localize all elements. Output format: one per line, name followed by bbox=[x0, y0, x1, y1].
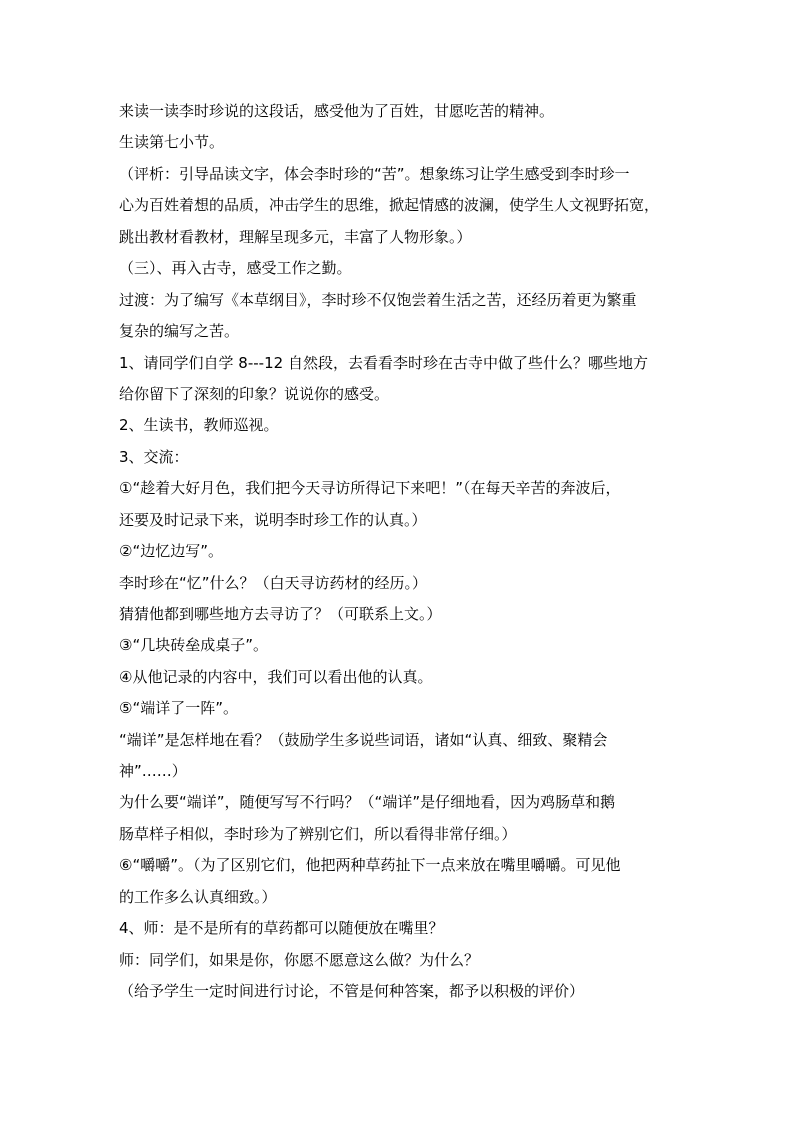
text-line: ③“几块砖垒成桌子”。 bbox=[119, 636, 268, 654]
text-line: 神”……） bbox=[119, 762, 187, 780]
text-line: 猜猜他都到哪些地方去寻访了？（可联系上文。） bbox=[119, 605, 442, 623]
text-line: ⑥“嚼嚼”。（为了区别它们，他把两种草药扯下一点来放在嘴里嚼嚼。可见他 bbox=[119, 856, 621, 874]
text-line: 复杂的编写之苦。 bbox=[119, 322, 240, 340]
text-line: 跳出教材看教材，理解呈现多元，丰富了人物形象。） bbox=[119, 228, 472, 246]
text-line: 给你留下了深刻的印象？说说你的感受。 bbox=[119, 385, 390, 403]
text-line: 生读第七小节。 bbox=[119, 133, 225, 151]
text-line: 3、交流： bbox=[119, 448, 189, 466]
text-line: 还要及时记录下来，说明李时珍工作的认真。） bbox=[119, 511, 427, 529]
text-line: 来读一读李时珍说的这段话，感受他为了百姓，甘愿吃苦的精神。 bbox=[119, 102, 555, 120]
text-line: 1、请同学们自学 8---12 自然段，去看看李时珍在古寺中做了些什么？哪些地方 bbox=[119, 354, 648, 372]
text-line: 李时珍在“忆”什么？（白天寻访药材的经历。） bbox=[119, 574, 428, 592]
section-heading: （三）、再入古寺，感受工作之勤。 bbox=[119, 259, 352, 277]
text-line: ②“边忆边写”。 bbox=[119, 542, 223, 560]
text-line: ④从他记录的内容中，我们可以看出他的认真。 bbox=[119, 668, 433, 686]
text-line: 为什么要“端详”，随便写写不行吗？（“端详”是仔细地看，因为鸡肠草和鹅 bbox=[119, 793, 616, 811]
text-line: 心为百姓着想的品质，冲击学生的思维，掀起情感的波澜，使学生人文视野拓宽， bbox=[119, 196, 660, 214]
text-line: （给予学生一定时间进行讨论，不管是何种答案，都予以积极的评价） bbox=[119, 982, 585, 1000]
text-line: 的工作多么认真细致。） bbox=[119, 888, 277, 906]
text-line: ⑤“端详了一阵”。 bbox=[119, 699, 238, 717]
text-line: “端详”是怎样地在看？（鼓励学生多说些词语，诸如“认真、细致、聚精会 bbox=[119, 731, 608, 749]
text-line: 过渡：为了编写《本草纲目》，李时珍不仅饱尝着生活之苦，还经历着更为繁重 bbox=[119, 291, 637, 309]
text-line: 2、生读书，教师巡视。 bbox=[119, 416, 279, 434]
text-line: ①“趁着大好月色，我们把今天寻访所得记下来吧！”（在每天辛苦的奔波后， bbox=[119, 479, 621, 497]
text-line: （评析：引导品读文字，体会李时珍的“苦”。想象练习让学生感受到李时珍一 bbox=[119, 165, 630, 183]
text-line: 师：同学们，如果是你，你愿不愿意这么做？为什么？ bbox=[119, 951, 480, 969]
text-line: 4、师：是不是所有的草药都可以随便放在嘴里？ bbox=[119, 919, 444, 937]
text-line: 肠草样子相似，李时珍为了辨别它们，所以看得非常仔细。） bbox=[119, 825, 517, 843]
